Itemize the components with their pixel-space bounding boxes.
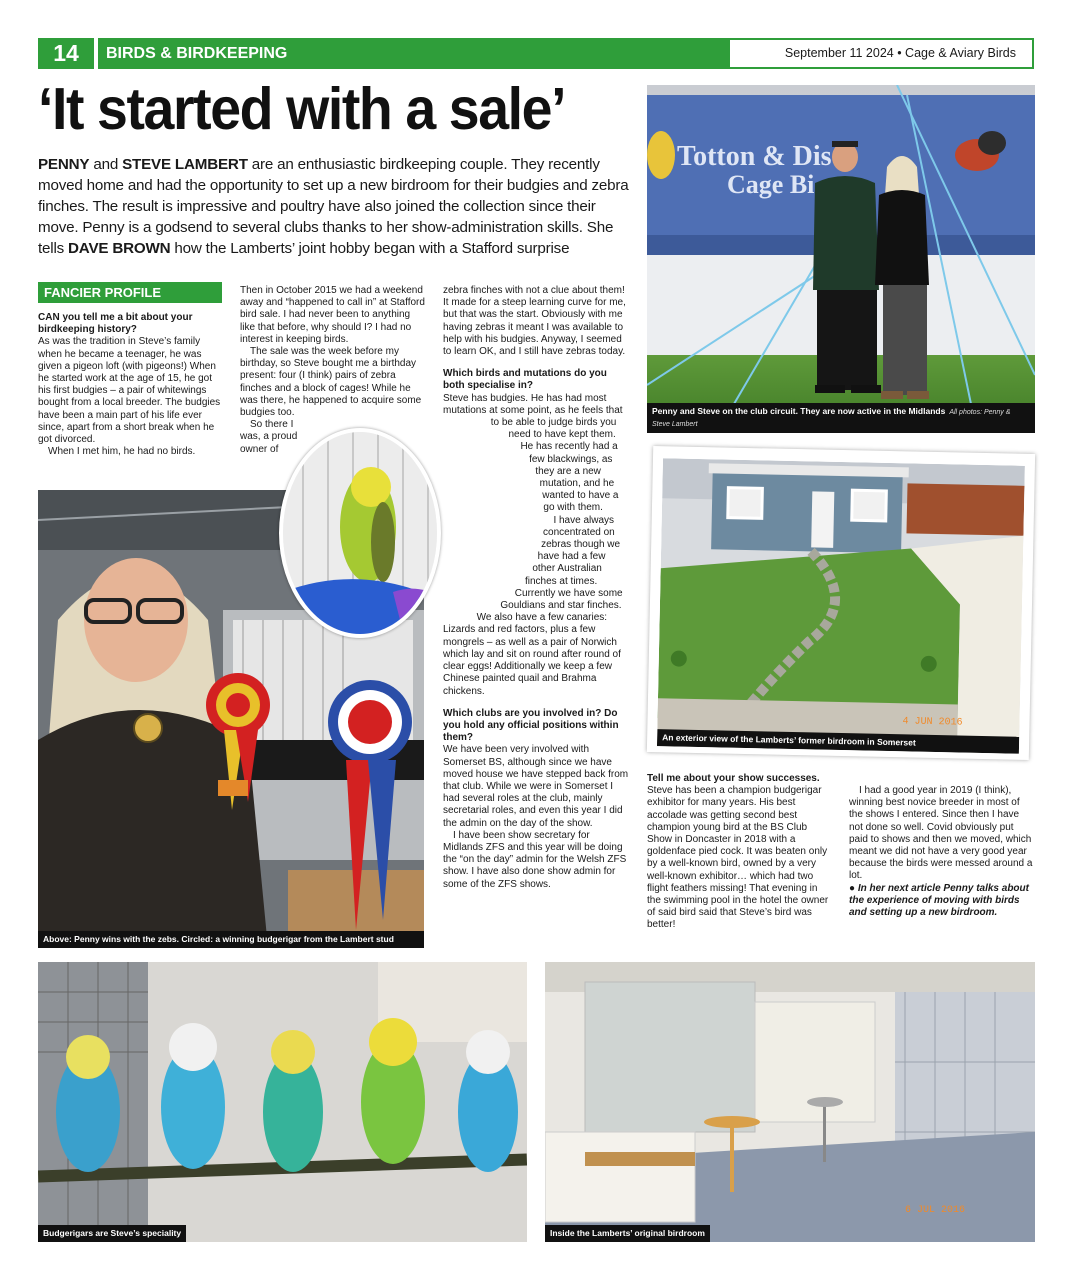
budgies-caption: Budgerigars are Steve’s speciality (38, 1225, 186, 1242)
interior-illustration (545, 962, 1035, 1242)
photo-credit: All photos: Penny & Steve Lambert (652, 409, 1011, 428)
standfirst-text1: are an enthusiastic birdkeeping couple. They recently moved home and had the opportunity to set up a new birdroom for their budgies and zebra finches. The result is impressive and poultry have also joined the collection since their move. Penny is a godsend to several clubs thanks to her show-administration skills. She tells (38, 156, 629, 257)
banner-text-1: Totton & Dis (677, 141, 832, 172)
page-number: 14 (38, 38, 94, 69)
column-5 (849, 785, 1035, 919)
couple-illustration (647, 85, 1035, 433)
budgies-photo (38, 962, 527, 1242)
interior-photo (545, 962, 1035, 1242)
col3-paragraph-5: I have been show secretary for Midlands ZFS and this year will be doing the “on the day” admin for the Welsh ZFS show. I have also done show admin for some of the ZFS shows. (443, 829, 627, 890)
col5-paragraph-1: I had a good year in 2019 (I think), winning best novice breeder in most of the shows I entered. Since then I have not done so well. Covid obviously put paid to shows and then we moved, which meant we did not have a very good year because the birds were messed around a lot. (849, 785, 1033, 882)
next-article-teaser (849, 883, 1035, 920)
standfirst-name1: PENNY (38, 156, 90, 173)
col2-paragraph-1: Then in October 2015 we had a weekend away and “happened to call in” at Stafford bird sale. I had never been to anything like that before, why should I? I had no interest in keeping birds. (240, 285, 425, 345)
column-4 (647, 773, 833, 932)
column-2 (240, 285, 426, 456)
fancier-profile-badge: FANCIER PROFILE (38, 282, 222, 303)
budgie-inset-illustration (283, 432, 441, 638)
col2-paragraph-2: The sale was the week before my birthday, so Steve bought me a birthday present: four (I think) pairs of zebra finches and a block of cages! While he was there, he happened to acquire some budgies too. (240, 346, 422, 419)
standfirst-text2: how the Lamberts’ joint hobby began with a Stafford surprise (170, 240, 570, 257)
interior-caption: Inside the Lamberts’ original birdroom (545, 1225, 710, 1242)
penny-caption: Above: Penny wins with the zebs. Circled: a winning budgerigar from the Lambert stud (38, 931, 424, 948)
col4-paragraph-1: Steve has been a champion budgerigar exhibitor for many years. His best accolade was getting second best champion young bird at the BS Club Show in Doncaster in 2018 with a goldenface pied cock. It was beaten only by a well-known bird, owned by a very well-known exhibitor… which had two flight feathers missing! That evening in the swimming pool in the hotel the owner of said bird said that Steve’s bird was better! (647, 785, 829, 931)
col1-paragraph-1: As was the tradition in Steve’s family when he became a teenager, he was given a pigeon loft (with pigeons!) When he started work at the age of 15, he got his first budgies – a pair of whitewings bought from a local breeder. The budgies have been a main part of his life ever since, apart from a short break when he got divorced. (38, 336, 221, 446)
page-header (38, 38, 1034, 69)
column-3 (443, 285, 629, 891)
col1-paragraph-2: When I met him, he had no birds. (48, 446, 196, 458)
exterior-date-stamp: 4 JUN 2016 (902, 716, 963, 729)
exterior-photo-frame (647, 446, 1035, 760)
standfirst-and: and (89, 156, 123, 173)
budgies-illustration (38, 962, 527, 1242)
exterior-photo (657, 458, 1025, 754)
question-show-successes: Tell me about your show successes. (647, 773, 820, 784)
col3-paragraph-2: Steve has budgies. He has had most mutations at some point, as he feels that to be able to judge birds you need to have kept them. He has recently had a few blackwings, as they are a new mutation, and he wanted to have a go with them. (443, 392, 623, 514)
couple-caption (647, 403, 1035, 433)
col3-paragraph-4: We have been very involved with Somerset BS, although since we have moved house we have stepped back from that club. While we were in Somerset I had several roles at the club, mainly secretarial roles, and even this year I did the admin on the day of the show. (443, 744, 629, 829)
banner-text-2: Cage Bi (727, 170, 815, 199)
question-mutations: Which birds and mutations do you both specialise in? (443, 368, 607, 392)
budgie-circle-inset (279, 428, 441, 638)
interior-date-stamp: 6 JUL 2016 (905, 1205, 966, 1216)
col2-paragraph-3: So there I was, a proud owner of (240, 419, 298, 455)
issue-date: September 11 2024 • Cage & Aviary Birds (728, 38, 1034, 69)
col3-paragraph-3: I have always concentrated on zebras though we have had a few other Australian finches at times. Currently we have some Gouldians and star finches. We also have a few canaries: Lizards and red factors, plus a few mongrels – as well as a pair of Norwich which lay and sit on round after round of clear eggs! Additionally we keep a few Chinese painted quail and Brahma chickens. (443, 514, 623, 697)
couple-photo (647, 85, 1035, 433)
next-article-teaser-text: ● In her next article Penny talks about the experience of moving with birds and setting up a new birdroom. (849, 882, 1029, 919)
standfirst-name2: STEVE LAMBERT (122, 156, 248, 173)
couple-caption-text: Penny and Steve on the club circuit. They are now active in the Midlands (652, 406, 946, 416)
exterior-illustration (657, 458, 1025, 754)
headline: ‘It started with a sale’ (38, 76, 566, 142)
standfirst (38, 154, 638, 259)
question-history: CAN you tell me a bit about your birdkeeping history? (38, 312, 193, 336)
col3-paragraph-1: zebra finches with not a clue about them! It made for a steep learning curve for me, but that was the start. Obviously with me having zebras it meant I was available to help with his budgies. Anyway, I seemed to learn OK, and I still have zebras today. (443, 285, 626, 358)
column-1 (38, 312, 224, 458)
standfirst-author: DAVE BROWN (68, 240, 171, 257)
exterior-caption: An exterior view of the Lamberts’ former birdroom in Somerset (657, 729, 1019, 754)
question-clubs: Which clubs are you involved in? Do you hold any official positions within them? (443, 707, 619, 744)
section-title: BIRDS & BIRDKEEPING (98, 38, 766, 69)
